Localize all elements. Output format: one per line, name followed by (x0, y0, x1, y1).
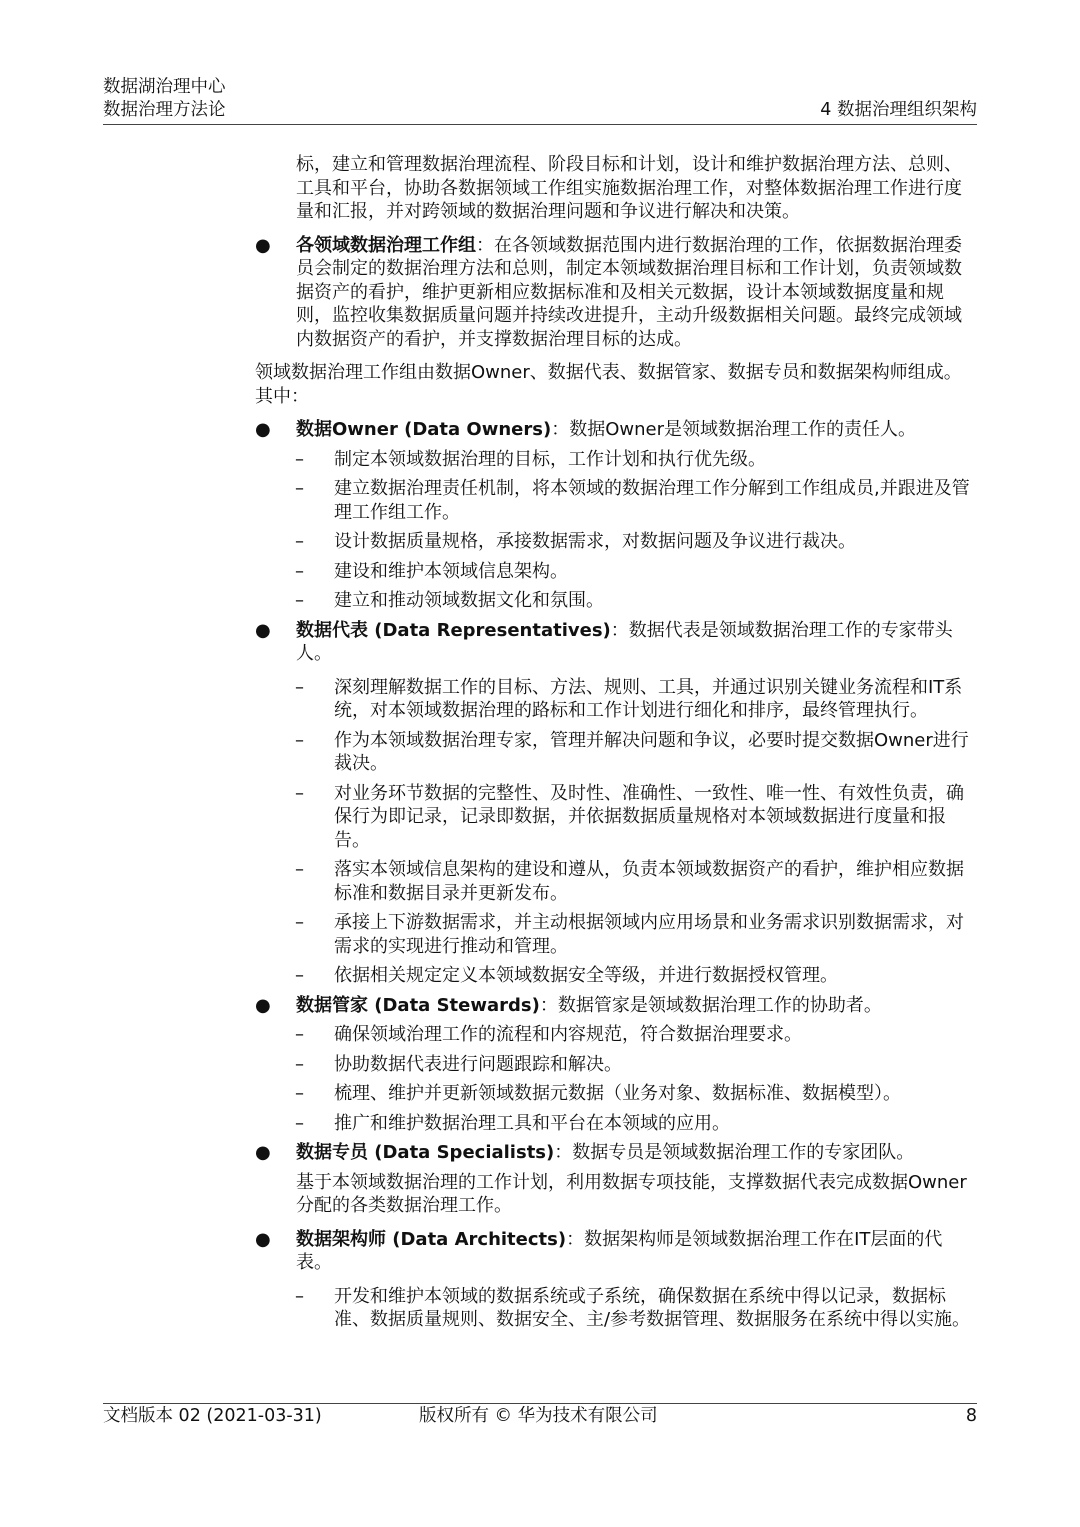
term-architects: 数据架构师 (Data Architects) (296, 1228, 567, 1250)
desc-specialists: ：数据专员是领域数据治理工作的专家团队。 (554, 1142, 915, 1163)
bullet-item-architects (255, 1228, 975, 1275)
sub-item: – 建设和维护本领域信息架构。 (295, 560, 568, 582)
sub-item: – 对业务环节数据的完整性、及时性、准确性、一致性、唯一性、有效性负责，确保行为即记录，记录即数据，并依据数据质量规格对本领域数据进行度量和报告。 (295, 782, 964, 851)
dash-icon: – (295, 531, 304, 552)
sub-item: – 承接上下游数据需求，并主动根据领域内应用场景和业务需求识别数据需求，对需求的实现进行推动和管理。 (295, 912, 964, 957)
sub-item: – 依据相关规定定义本领域数据安全等级，并进行数据授权管理。 (295, 965, 838, 986)
intro-paragraph: 领域数据治理工作组由数据Owner、数据代表、数据管家、数据专员和数据架构师组成。其中： (255, 362, 962, 407)
dash-icon: – (295, 590, 304, 611)
sub-item: – 作为本领域数据治理专家，管理并解决问题和争议，必要时提交数据Owner进行裁决。 (295, 729, 969, 774)
desc-workgroup: ：在各领域数据范围内进行数据治理的工作，依据数据治理委员会制定的数据治理方法和总则，制定本领域数据治理目标和工作计划，负责领域数据资产的看护，维护更新相应数据标准和及相关元数据，设计本领域数据度量和规则，监控收集数据质量问题并持续改进提升，主动升级数据相关问题。最终完成领域内数据资产的看护，并支撑数据治理目标的达成。 (296, 234, 962, 350)
sub-item: – 建立数据治理责任机制，将本领域的数据治理工作分解到工作组成员,并跟进及管理工作组工作。 (295, 478, 970, 523)
dash-icon: – (295, 965, 304, 986)
dash-icon: – (295, 1083, 304, 1104)
dash-icon: – (295, 1053, 304, 1075)
doc-version: 文档版本 02 (2021-03-31) (103, 1406, 322, 1426)
term-workgroup: 各领域数据治理工作组 (296, 234, 476, 256)
sub-item: – 建立和推动领域数据文化和氛围。 (295, 590, 604, 611)
header-doc-title: 数据治理方法论 (103, 100, 226, 120)
sub-item: – 确保领域治理工作的流程和内容规范，符合数据治理要求。 (295, 1024, 802, 1045)
dash-icon: – (295, 448, 304, 470)
term-representatives: 数据代表 (Data Representatives) (296, 619, 611, 641)
bullet-item-owner (255, 418, 975, 442)
desc-owner: ：数据Owner是领域数据治理工作的责任人。 (551, 419, 916, 440)
bullet-item-representatives (255, 619, 975, 666)
bullet-icon: ● (255, 994, 271, 1016)
bullet-icon: ● (255, 619, 271, 641)
bullet-item-stewards (255, 994, 975, 1018)
term-stewards: 数据管家 (Data Stewards) (296, 994, 540, 1016)
sub-item: – 开发和维护本领域的数据系统或子系统，确保数据在系统中得以记录，数据标准、数据质量规则、数据安全、主/参考数据管理、数据服务在系统中得以实施。 (295, 1285, 971, 1330)
header-product: 数据湖治理中心 (103, 77, 226, 97)
sub-item: – 推广和维护数据治理工具和平台在本领域的应用。 (295, 1112, 730, 1134)
bullet-icon: ● (255, 1228, 271, 1250)
bullet-icon: ● (255, 234, 271, 256)
dash-icon: – (295, 1024, 304, 1045)
desc-stewards: ：数据管家是领域数据治理工作的协助者。 (539, 994, 882, 1016)
continued-paragraph: 标，建立和管理数据治理流程、阶段目标和计划，设计和维护数据治理方法、总则、工具和平台，协助各数据领域工作组实施数据治理工作，对整体数据治理工作进行度量和汇报，并对跨领域的数据治理问题和争议进行解决和决策。 (296, 154, 962, 222)
bullet-item-workgroup (255, 234, 975, 352)
dash-icon: – (295, 478, 304, 499)
sub-item: – 梳理、维护并更新领域数据元数据（业务对象、数据标准、数据模型）。 (295, 1083, 901, 1104)
dash-icon: – (295, 729, 304, 751)
dash-icon: – (295, 560, 304, 582)
specialists-paragraph: 基于本领域数据治理的工作计划，利用数据专项技能，支撑数据代表完成数据Owner分配的各类数据治理工作。 (296, 1171, 967, 1216)
desc-architects: ：数据架构师是领域数据治理工作在IT层面的代表。 (296, 1228, 943, 1273)
dash-icon: – (295, 1285, 304, 1307)
dash-icon: – (295, 676, 304, 698)
page-number: 8 (965, 1406, 977, 1426)
dash-icon: – (295, 782, 304, 804)
footer-divider (103, 1403, 977, 1404)
term-owner: 数据Owner (Data Owners) (296, 419, 552, 440)
term-specialists: 数据专员 (Data Specialists) (296, 1142, 555, 1163)
sub-item: – 制定本领域数据治理的目标，工作计划和执行优先级。 (295, 448, 766, 470)
dash-icon: – (295, 912, 304, 933)
sub-item: – 落实本领域信息架构的建设和遵从，负责本领域数据资产的看护，维护相应数据标准和数据目录并更新发布。 (295, 859, 964, 904)
header-chapter: 4 数据治理组织架构 (820, 100, 977, 120)
header-divider (103, 124, 977, 125)
bullet-item-specialists (255, 1141, 975, 1165)
sub-item: – 协助数据代表进行问题跟踪和解决。 (295, 1053, 622, 1075)
sub-item: – 设计数据质量规格，承接数据需求，对数据问题及争议进行裁决。 (295, 531, 856, 552)
page-header (103, 76, 977, 124)
bullet-icon: ● (255, 419, 271, 440)
dash-icon: – (295, 859, 304, 880)
sub-item: – 深刻理解数据工作的目标、方法、规则、工具，并通过识别关键业务流程和IT系统，对本领域数据治理的路标和工作计划进行细化和排序，最终管理执行。 (295, 676, 963, 721)
desc-representatives: ：数据代表是领域数据治理工作的专家带头人。 (296, 619, 953, 664)
page-body (255, 153, 975, 1332)
dash-icon: – (295, 1112, 304, 1134)
copyright-notice: 版权所有 © 华为技术有限公司 (419, 1406, 658, 1426)
bullet-icon: ● (255, 1142, 271, 1163)
